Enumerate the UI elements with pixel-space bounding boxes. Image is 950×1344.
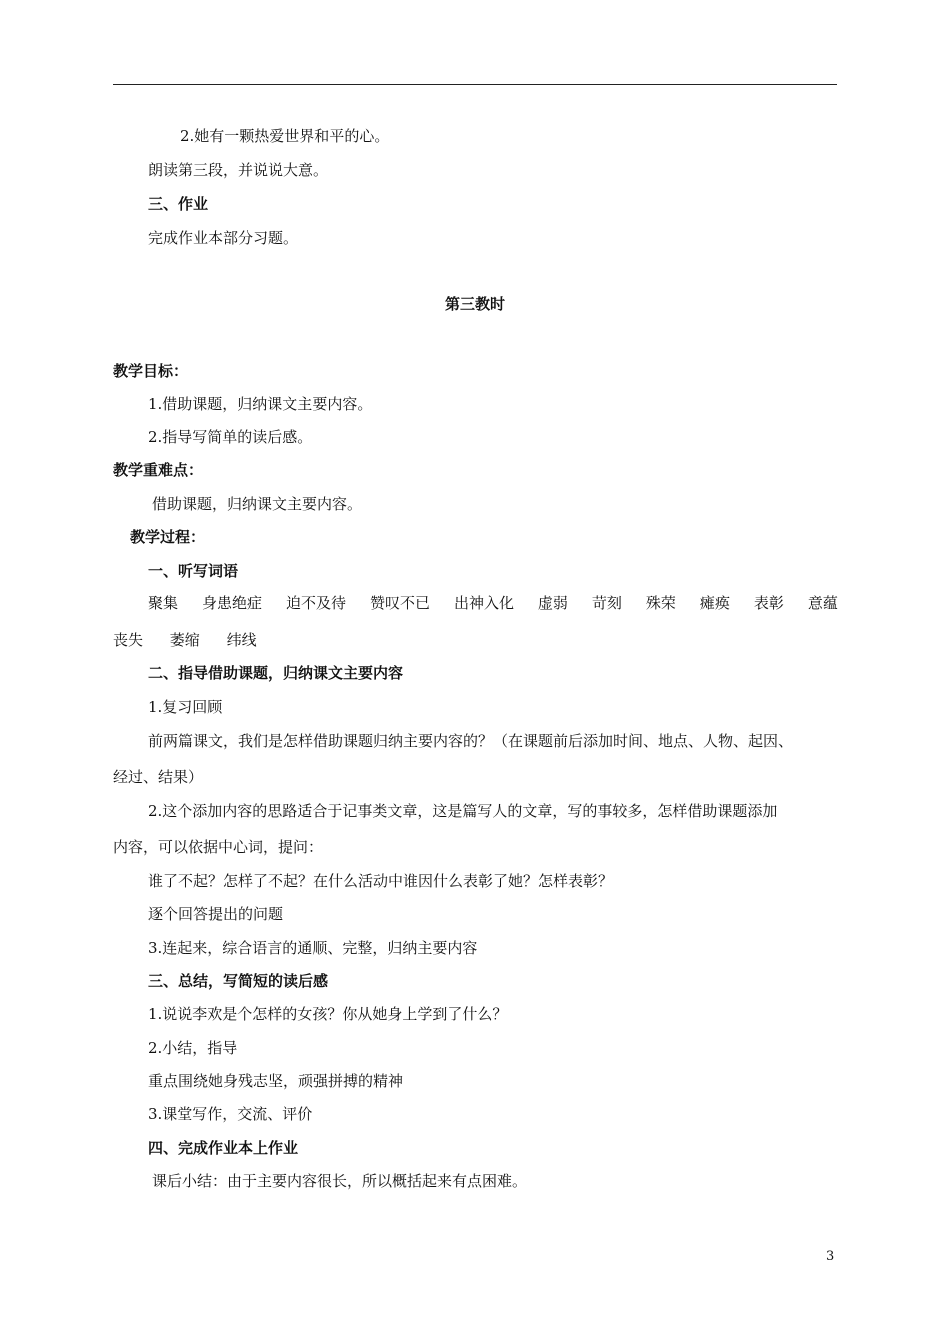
vocab-word: 身患绝症 (201, 594, 262, 612)
section-3-heading: 三、总结，写简短的读后感 (148, 972, 329, 990)
goal-item-1: 1.借助课题，归纳课文主要内容。 (148, 395, 373, 413)
section-2-p3-line1: 2.这个添加内容的思路适合于记事类文章，这是篇写人的文章，写的事较多，怎样借助课题添加 (148, 802, 778, 820)
vocab-line-2 (113, 630, 279, 650)
vocab-line-1 (148, 593, 838, 613)
vocab-word: 意蕴 (807, 594, 838, 612)
section-2-p6: 3.连起来，综合语言的通顺、完整，归纳主要内容 (148, 939, 478, 957)
point-2: 2.她有一颗热爱世界和平的心。 (180, 127, 390, 145)
vocab-word: 出神入化 (453, 594, 514, 612)
section-3-p4: 3.课堂写作，交流、评价 (148, 1105, 313, 1123)
section-3-p3: 重点围绕她身残志坚，顽强拼搏的精神 (148, 1072, 404, 1090)
vocab-word: 迫不及待 (285, 594, 346, 612)
lesson-summary: 课后小结：由于主要内容很长，所以概括起来有点困难。 (152, 1172, 528, 1190)
section-2-heading: 二、指导借助课题，归纳课文主要内容 (148, 664, 404, 682)
goal-item-2: 2.指导写简单的读后感。 (148, 428, 313, 446)
vocab-word: 赞叹不已 (369, 594, 430, 612)
vocab-word: 虚弱 (537, 594, 568, 612)
process-heading: 教学过程： (130, 528, 206, 546)
vocab-word: 瘫痪 (699, 594, 730, 612)
section-2-p2-line2: 经过、结果） (113, 768, 204, 786)
homework-heading: 三、作业 (148, 195, 209, 213)
section-3-p1: 1.说说李欢是个怎样的女孩？你从她身上学到了什么？ (148, 1005, 508, 1023)
lesson-title: 第三教时 (444, 295, 505, 313)
page-number: 3 (826, 1249, 835, 1264)
vocab-word: 纬线 (226, 631, 257, 649)
vocab-word: 殊荣 (645, 594, 676, 612)
key-points-heading: 教学重难点： (113, 461, 204, 479)
section-3-p2: 2.小结，指导 (148, 1039, 238, 1057)
section-2-p2-line1: 前两篇课文，我们是怎样借助课题归纳主要内容的？（在课题前后添加时间、地点、人物、起因、 (148, 732, 794, 750)
vocab-word: 聚集 (148, 594, 179, 612)
vocab-word: 表彰 (753, 594, 784, 612)
key-points-text: 借助课题，归纳课文主要内容。 (152, 495, 363, 513)
section-1-heading: 一、听写词语 (148, 562, 239, 580)
read-paragraph-3: 朗读第三段，并说说大意。 (148, 161, 329, 179)
header-rule (113, 84, 837, 85)
section-2-p5: 逐个回答提出的问题 (148, 905, 284, 923)
homework-text: 完成作业本部分习题。 (148, 229, 299, 247)
section-2-p4: 谁了不起？怎样了不起？在什么活动中谁因什么表彰了她？怎样表彰？ (148, 872, 614, 890)
section-4-heading: 四、完成作业本上作业 (148, 1139, 299, 1157)
vocab-word: 丧失 (113, 631, 144, 649)
vocab-word: 苛刻 (591, 594, 622, 612)
goals-heading: 教学目标： (113, 362, 189, 380)
section-2-p1: 1.复习回顾 (148, 698, 223, 716)
section-2-p3-line2: 内容，可以依据中心词，提问： (113, 838, 324, 856)
vocab-word: 萎缩 (169, 631, 200, 649)
